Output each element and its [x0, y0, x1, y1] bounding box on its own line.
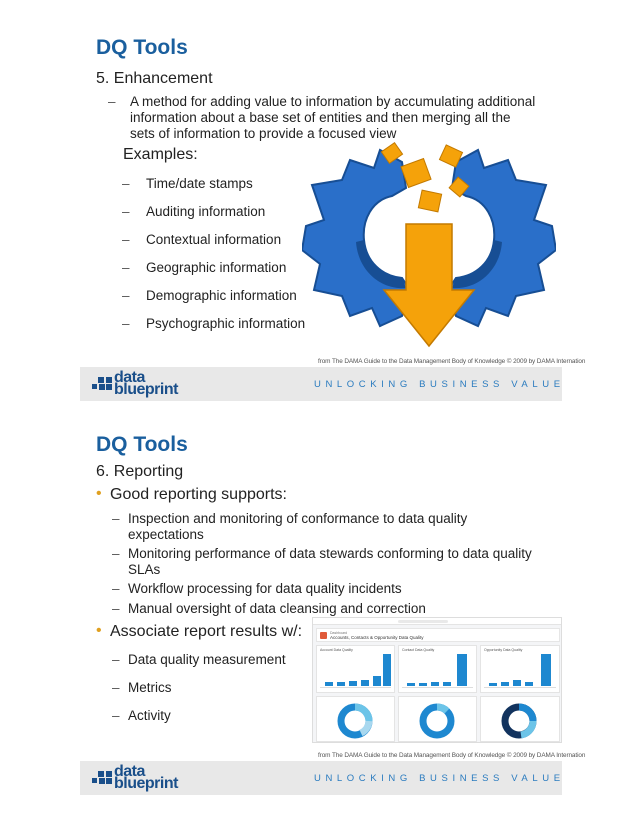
- image-credit: from The DAMA Guide to the Data Management Body of Knowledge © 2009 by DAMA Internation: [318, 752, 586, 759]
- tagline: UNLOCKING BUSINESS VALUE: [314, 773, 565, 784]
- dashboard-donut-panel: [316, 696, 395, 742]
- description-line-3: sets of information to provide a focused view: [130, 126, 397, 141]
- dashboard-screenshot: [312, 617, 562, 743]
- footer: [80, 367, 565, 401]
- description-line-1: A method for adding value to information by accumulating additional: [130, 94, 536, 109]
- slide-reporting: DQ Tools 6. Reporting • Good reporting supports: – Inspection and monitoring of conformance to data quality expectations – Monitoring performance of data stewards conforming to data quality SLAs – Workflow processing for data quality incidents – Manual oversight of data cleansing and correction • Associate report results w/: – Data quality measurement – Metrics – Activity Dashboard Accounts, Contacts & Opportunity Data Quality Account Data Quality Contact Data Quality Opportunity Data Quality from The DAMA Guide to the Data Management Body of Knowledge © 2009 by DAMA Internation data blueprint UNLOCKING BUSINESS VALUE: [80, 425, 562, 795]
- slide-subtitle: 6. Reporting: [96, 463, 184, 480]
- slide-subtitle: 5. Enhancement: [96, 70, 213, 87]
- data-blueprint-logo: [92, 765, 188, 791]
- logo-text-blueprint: blueprint: [114, 775, 178, 792]
- dashboard-panel: Opportunity Data Quality: [480, 645, 560, 693]
- description-line-2: information about a base set of entities and then merging all the: [130, 110, 511, 125]
- slide-title: DQ Tools: [96, 433, 188, 456]
- logo-text-data: data: [114, 763, 145, 780]
- examples-label: Examples:: [123, 146, 198, 163]
- tagline: UNLOCKING BUSINESS VALUE: [314, 379, 565, 390]
- logo-text-data: data: [114, 369, 145, 386]
- footer: [80, 761, 565, 795]
- logo-text-blueprint: blueprint: [114, 381, 178, 398]
- dashboard-header: Dashboard Accounts, Contacts & Opportunity Data Quality: [316, 628, 560, 642]
- dashboard-donut-panel: [398, 696, 477, 742]
- data-blueprint-logo: [92, 371, 188, 397]
- dashboard-donut-panel: [480, 696, 560, 742]
- image-credit: from The DAMA Guide to the Data Management Body of Knowledge © 2009 by DAMA Internation: [318, 358, 586, 365]
- dashboard-icon: [320, 632, 327, 639]
- dashboard-panel: Account Data Quality: [316, 645, 395, 693]
- slide-title: DQ Tools: [96, 36, 188, 59]
- slide-enhancement: DQ Tools 5. Enhancement – A method for adding value to information by accumulating additional information about a base set of entities and then merging all the sets of information to provide a focused view Examples: – Time/date stamps – Auditing information – Contextual information – Geographic information – Demographic information – Psychographic information from The DAMA Guide to the Data Management Body of Knowledge © 2009 by DAMA Internation data blueprint UNLOCKING BUSINESS VALUE: [80, 30, 562, 400]
- gears-puzzle-icon: [302, 140, 556, 354]
- dashboard-panel: Contact Data Quality: [398, 645, 477, 693]
